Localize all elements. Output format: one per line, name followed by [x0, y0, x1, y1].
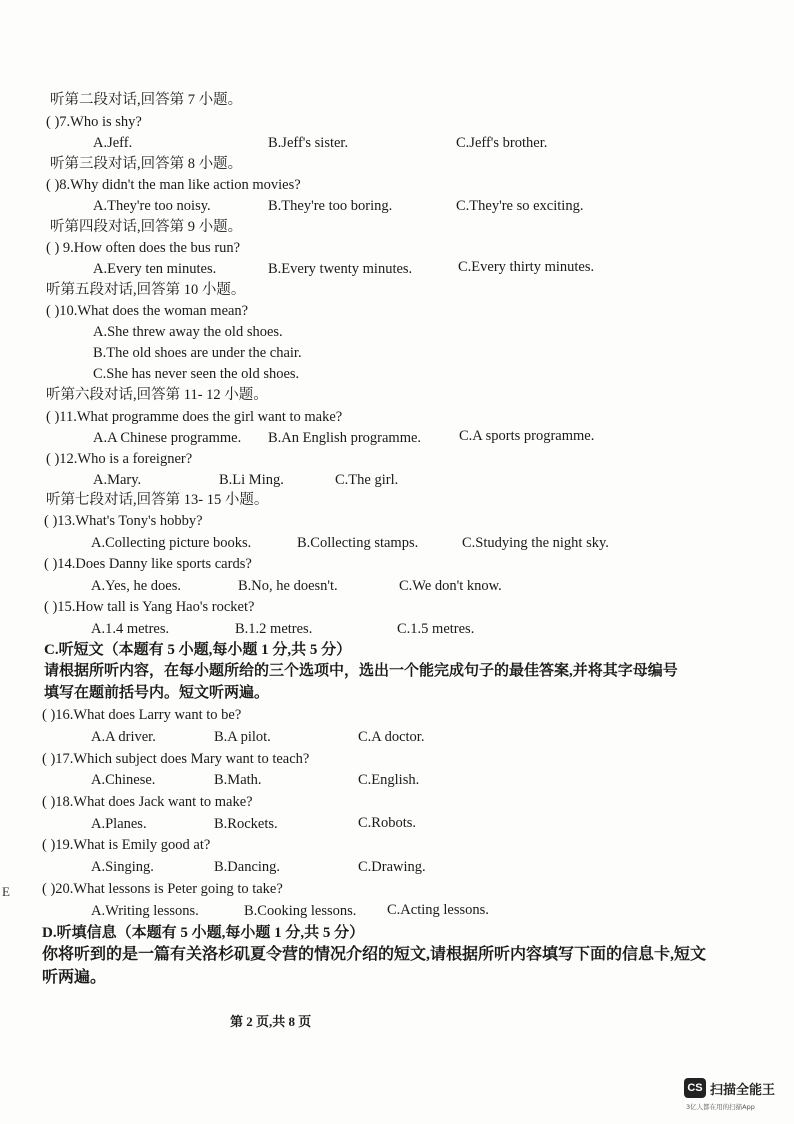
- question-7-stem: ( )7.Who is shy?: [46, 114, 142, 130]
- question-10-stem: ( )10.What does the woman mean?: [46, 303, 249, 319]
- question-19-option-b: B.Dancing.: [214, 859, 281, 875]
- question-19-option-c: C.Drawing.: [358, 859, 426, 875]
- question-18-option-b: B.Rockets.: [214, 816, 278, 832]
- question-18-option-a: A.Planes.: [91, 816, 147, 832]
- question-12-stem: ( )12.Who is a foreigner?: [46, 451, 193, 467]
- question-19-stem: ( )19.What is Emily good at?: [42, 837, 211, 853]
- part-c-instructions-line-2: 填写在题前括号内。短文听两遍。: [44, 685, 270, 701]
- question-13-option-c: C.Studying the night sky.: [462, 535, 609, 551]
- question-15-option-b: B.1.2 metres.: [235, 621, 313, 637]
- scanner-logo: [684, 1078, 775, 1098]
- question-10-option-b: B.The old shoes are under the chair.: [93, 345, 302, 361]
- section-heading-dialogue-6: 听第六段对话,回答第 11- 12 小题。: [46, 387, 268, 403]
- question-15-option-c: C.1.5 metres.: [397, 621, 475, 637]
- scanner-logo-icon: CS: [684, 1078, 706, 1098]
- question-11-option-a: A.A Chinese programme.: [93, 430, 242, 446]
- scanner-tagline: 3亿人都在用的扫描App: [686, 1103, 755, 1111]
- question-10-option-a: A.She threw away the old shoes.: [93, 324, 283, 340]
- question-14-stem: ( )14.Does Danny like sports cards?: [44, 556, 252, 572]
- question-9-option-c: C.Every thirty minutes.: [458, 259, 595, 275]
- question-8-option-c: C.They're so exciting.: [456, 198, 584, 214]
- question-12-option-b: B.Li Ming.: [219, 472, 284, 488]
- question-14-option-b: B.No, he doesn't.: [238, 578, 338, 594]
- question-16-stem: ( )16.What does Larry want to be?: [42, 707, 242, 723]
- question-16-option-b: B.A pilot.: [214, 729, 271, 745]
- question-7-option-a: A.Jeff.: [93, 135, 133, 151]
- question-19-option-a: A.Singing.: [91, 859, 154, 875]
- question-14-option-c: C.We don't know.: [399, 578, 502, 594]
- question-13-option-a: A.Collecting picture books.: [91, 535, 252, 551]
- scanner-app-name: 扫描全能王: [710, 1082, 776, 1098]
- question-11-option-c: C.A sports programme.: [459, 428, 595, 444]
- question-16-option-a: A.A driver.: [91, 729, 156, 745]
- margin-mark: E: [2, 884, 10, 899]
- page-number: 第 2 页,共 8 页: [230, 1014, 312, 1029]
- question-9-option-b: B.Every twenty minutes.: [268, 261, 413, 277]
- part-c-title: C.听短文（本题有 5 小题,每小题 1 分,共 5 分）: [44, 642, 352, 658]
- question-20-option-c: C.Acting lessons.: [387, 902, 489, 918]
- question-12-option-c: C.The girl.: [335, 472, 399, 488]
- question-18-stem: ( )18.What does Jack want to make?: [42, 794, 253, 810]
- question-20-stem: ( )20.What lessons is Peter going to take?: [42, 881, 283, 897]
- question-9-option-a: A.Every ten minutes.: [93, 261, 217, 277]
- question-12-option-a: A.Mary.: [93, 472, 142, 488]
- question-17-option-b: B.Math.: [214, 772, 262, 788]
- question-17-option-a: A.Chinese.: [91, 772, 156, 788]
- section-heading-dialogue-4: 听第四段对话,回答第 9 小题。: [50, 219, 243, 235]
- question-13-option-b: B.Collecting stamps.: [297, 535, 419, 551]
- question-11-option-b: B.An English programme.: [268, 430, 422, 446]
- question-9-stem: ( ) 9.How often does the bus run?: [46, 240, 241, 256]
- question-15-stem: ( )15.How tall is Yang Hao's rocket?: [44, 599, 255, 615]
- part-c-instructions-line-1: 请根据所听内容，在每小题所给的三个选项中，选出一个能完成句子的最佳答案,并将其字母编号: [44, 663, 678, 679]
- question-15-option-a: A.1.4 metres.: [91, 621, 170, 637]
- section-heading-dialogue-3: 听第三段对话,回答第 8 小题。: [50, 156, 243, 172]
- question-8-stem: ( )8.Why didn't the man like action movies?: [46, 177, 301, 193]
- question-16-option-c: C.A doctor.: [358, 729, 425, 745]
- question-8-option-a: A.They're too noisy.: [93, 198, 211, 214]
- part-d-title: D.听填信息（本题有 5 小题,每小题 1 分,共 5 分）: [42, 925, 365, 941]
- question-13-stem: ( )13.What's Tony's hobby?: [44, 513, 203, 529]
- question-20-option-a: A.Writing lessons.: [91, 903, 199, 919]
- question-17-stem: ( )17.Which subject does Mary want to teach?: [42, 751, 310, 767]
- question-11-stem: ( )11.What programme does the girl want to make?: [46, 409, 343, 425]
- question-7-option-b: B.Jeff's sister.: [268, 135, 349, 151]
- question-18-option-c: C.Robots.: [358, 815, 417, 831]
- question-20-option-b: B.Cooking lessons.: [244, 903, 357, 919]
- question-10-option-c: C.She has never seen the old shoes.: [93, 366, 300, 382]
- question-7-option-c: C.Jeff's brother.: [456, 135, 548, 151]
- section-heading-dialogue-7: 听第七段对话,回答第 13- 15 小题。: [46, 492, 269, 508]
- section-heading-dialogue-2: 听第二段对话,回答第 7 小题。: [50, 92, 243, 108]
- question-8-option-b: B.They're too boring.: [268, 198, 393, 214]
- question-17-option-c: C.English.: [358, 772, 420, 788]
- part-d-instructions-line-1: 你将听到的是一篇有关洛杉矶夏令营的情况介绍的短文,请根据所听内容填写下面的信息卡,短文: [42, 946, 707, 963]
- question-14-option-a: A.Yes, he does.: [91, 578, 181, 594]
- part-d-instructions-line-2: 听两遍。: [42, 969, 107, 986]
- section-heading-dialogue-5: 听第五段对话,回答第 10 小题。: [46, 282, 246, 298]
